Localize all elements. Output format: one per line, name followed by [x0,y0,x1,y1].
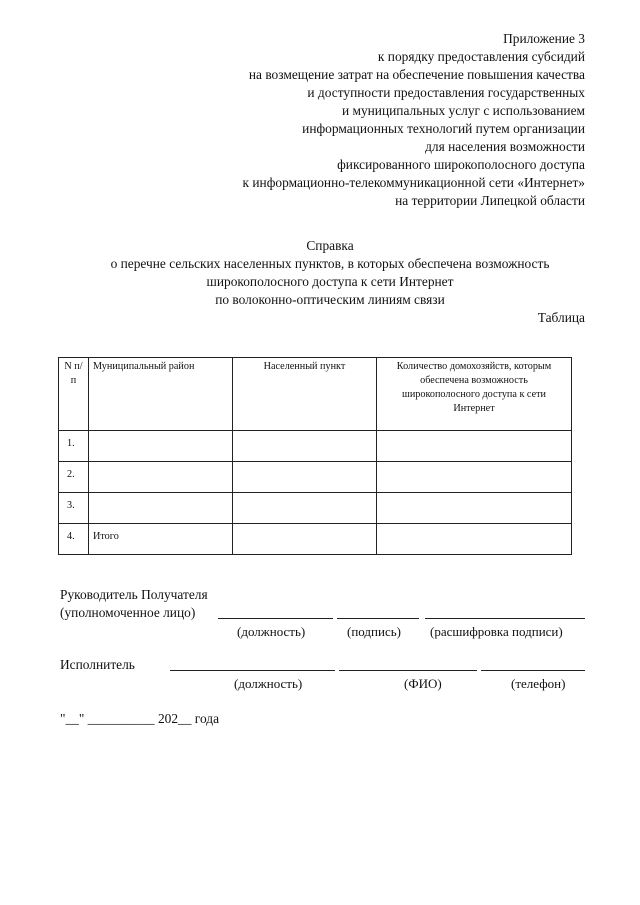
row-locality [233,462,377,493]
executor-name-line [339,670,477,671]
document-title [40,237,620,309]
table-row [59,462,572,493]
header-households: Количество домохозяйств, которым обеспечена возможность широкополосного доступа к сети Интернет [377,358,572,431]
title-line: широкополосного доступа к сети Интернет [206,274,454,289]
row-district [89,431,233,462]
executor-position-line [170,670,335,671]
table-header-row [59,358,572,431]
executor-position-caption: (должность) [234,676,303,691]
table-caption: Таблица [537,310,585,325]
appendix-line: на территории Липецкой области [395,193,585,208]
row-number: 2. [59,462,89,493]
row-number: 4. [59,524,89,555]
row-locality [233,524,377,555]
table-row [59,431,572,462]
row-locality [233,431,377,462]
appendix-line: и муниципальных услуг с использованием [341,103,585,118]
appendix-line: к порядку предоставления субсидий [377,49,585,64]
position-caption: (должность) [237,624,306,639]
head-title: Руководитель Получателя [60,587,208,602]
appendix-line: для населения возможности [425,139,585,154]
signature-caption: (подпись) [347,624,401,639]
row-number: 3. [59,493,89,524]
date-line: "__" __________ 202__ года [60,711,220,726]
row-number: 1. [59,431,89,462]
table-row [59,524,572,555]
row-district: Итого [89,524,233,555]
decoding-caption: (расшифровка подписи) [430,624,563,639]
row-households [377,493,572,524]
appendix-line: и доступности предоставления государственных [307,85,585,100]
header-district: Муниципальный район [89,358,233,431]
header-locality: Населенный пункт [233,358,377,431]
position-line [218,618,333,619]
row-locality [233,493,377,524]
executor-phone-line [481,670,585,671]
row-households [377,462,572,493]
households-table [58,357,572,555]
executor-label: Исполнитель [60,657,135,672]
row-district [89,493,233,524]
executor-phone-caption: (телефон) [511,676,566,691]
appendix-line: фиксированного широкополосного доступа [337,157,585,172]
row-households [377,524,572,555]
appendix-line: информационных технологий путем организации [302,121,585,136]
signature-line [337,618,419,619]
title-line: по волоконно-оптическим линиям связи [215,292,445,307]
appendix-line: Приложение 3 [503,31,585,46]
appendix-line: к информационно-телекоммуникационной сети «Интернет» [242,175,585,190]
row-district [89,462,233,493]
executor-name-caption: (ФИО) [404,676,442,691]
table-row [59,493,572,524]
appendix-header [155,30,585,210]
decoding-line [425,618,585,619]
title-line: о перечне сельских населенных пунктов, в которых обеспечена возможность [110,256,550,271]
appendix-line: на возмещение затрат на обеспечение повышения качества [248,67,585,82]
title-line: Справка [306,238,354,253]
authorized-person-label: (уполномоченное лицо) [60,605,196,620]
row-households [377,431,572,462]
header-number: N п/п [59,358,89,431]
